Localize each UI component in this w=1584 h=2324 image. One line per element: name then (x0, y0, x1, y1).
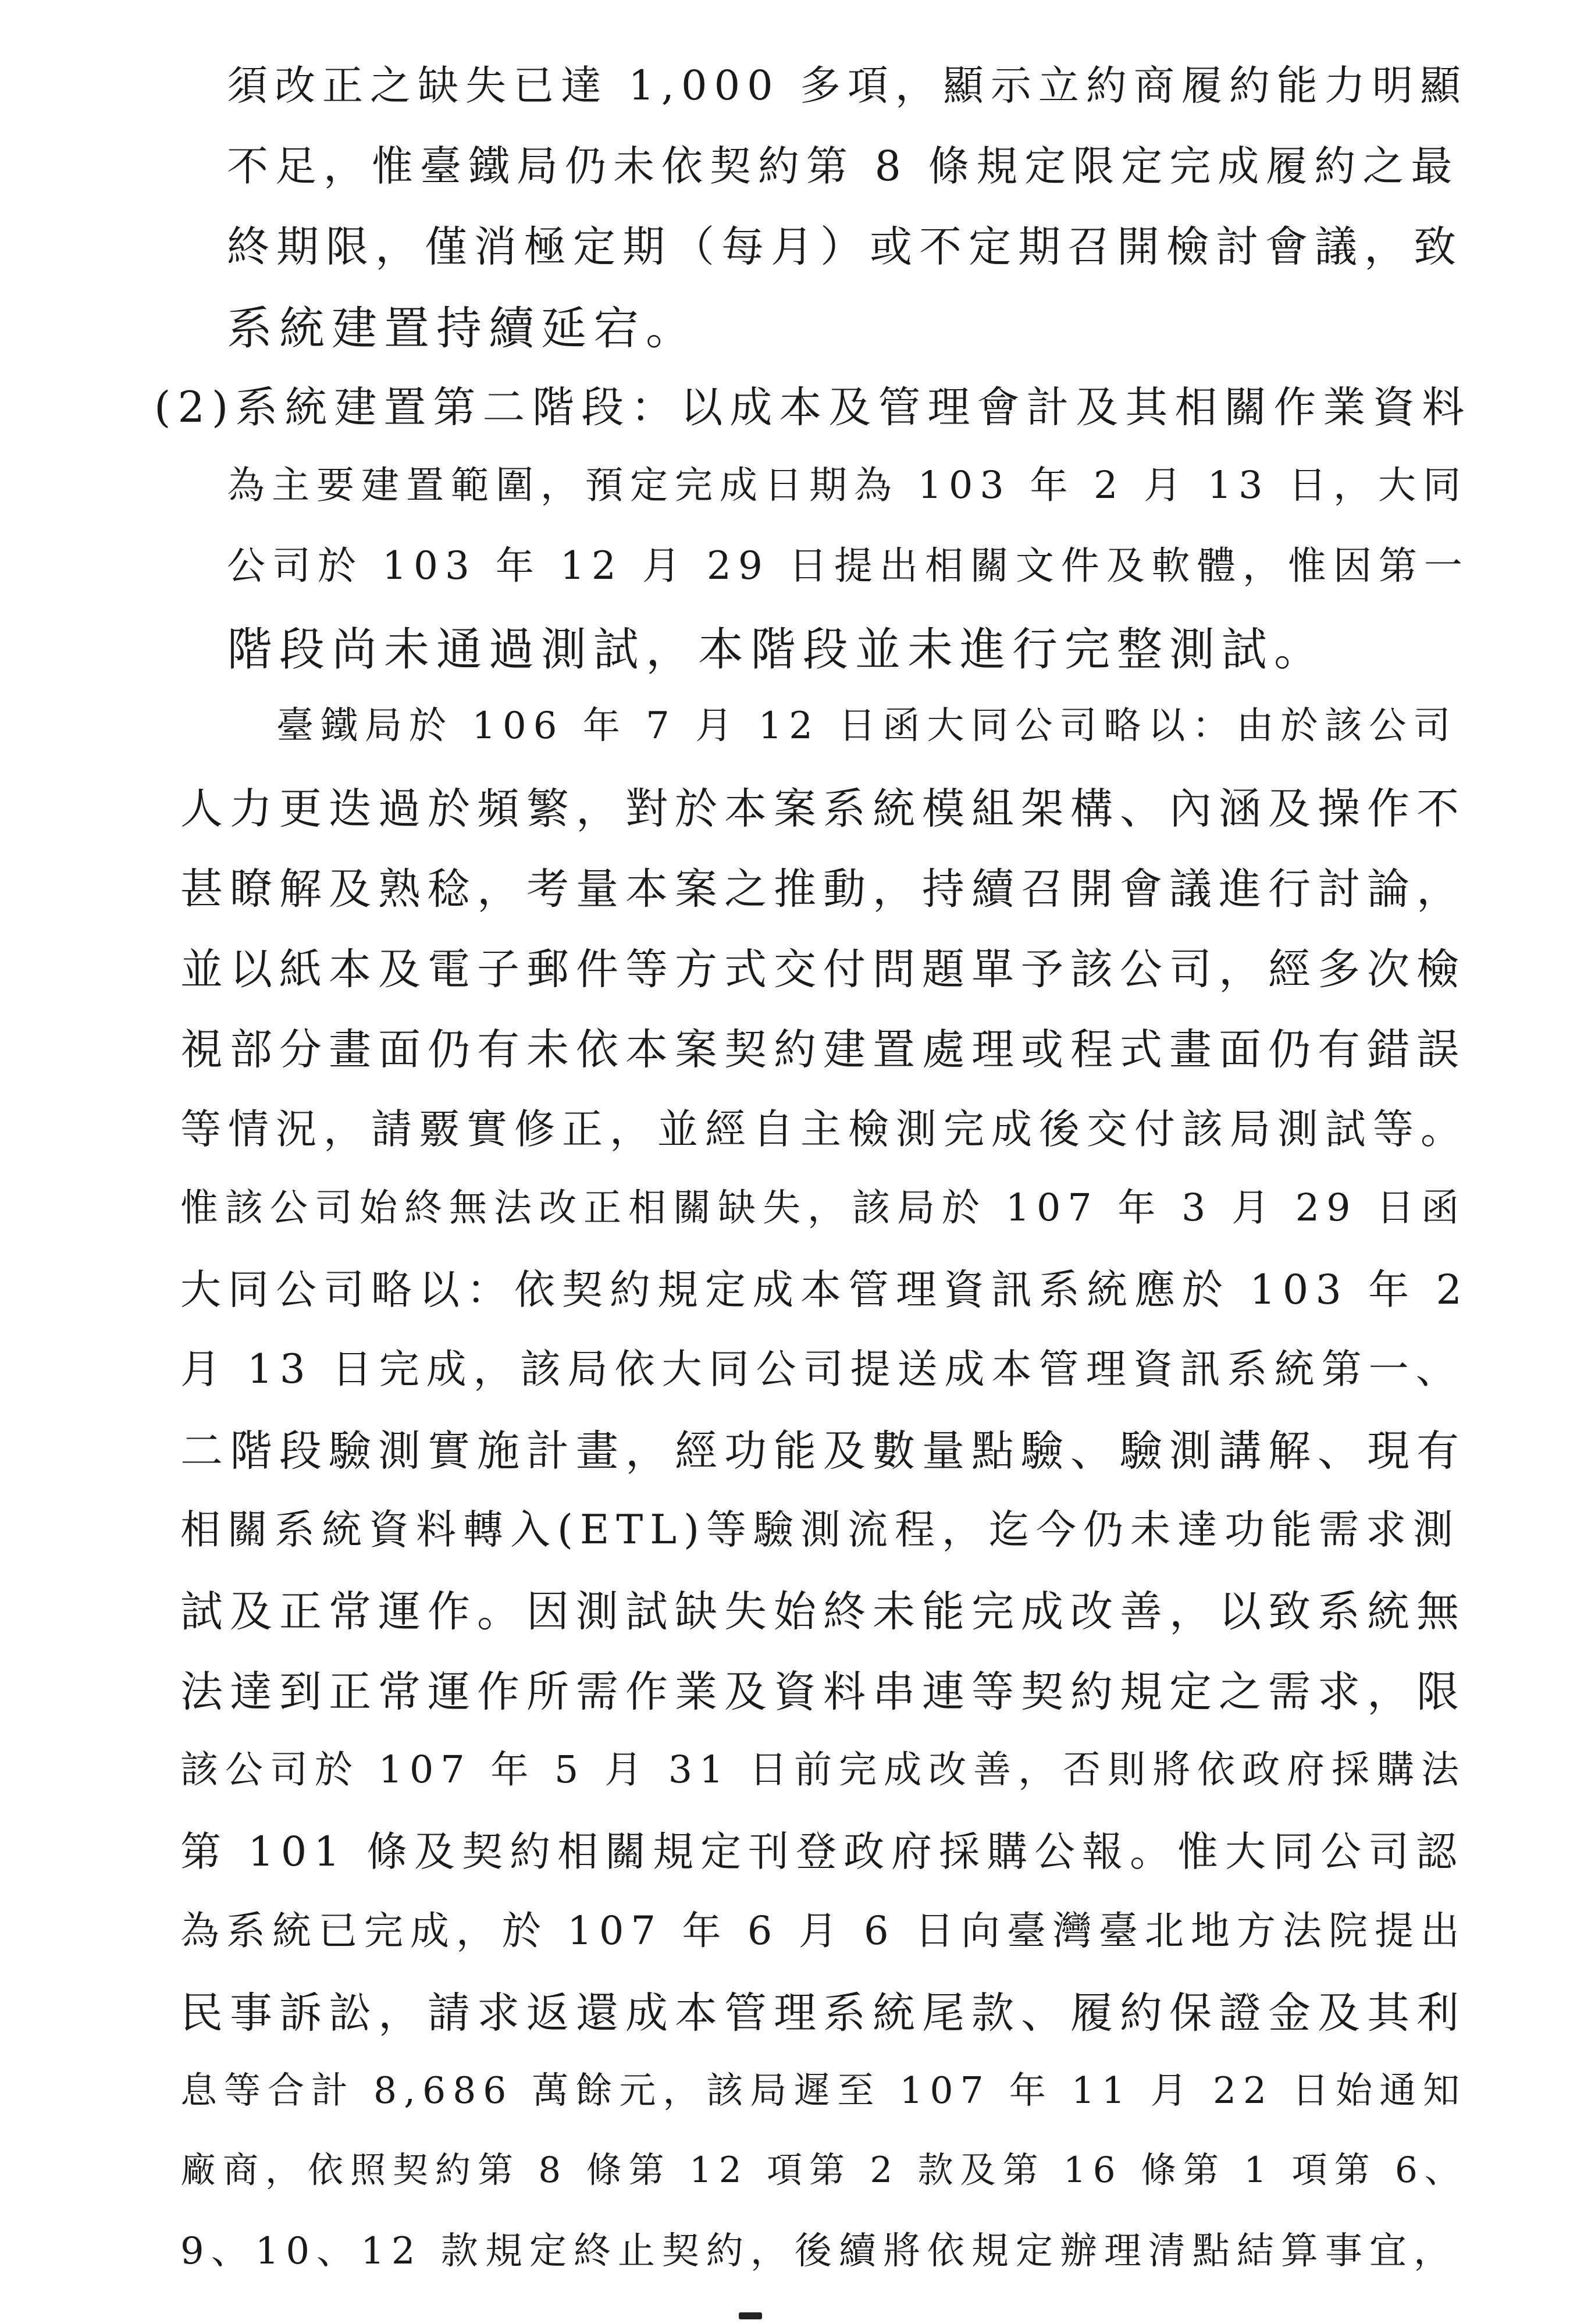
text-line-19: 相關系統資料轉入(ETL)等驗測流程，迄今仍未達功能需求測 (180, 1507, 1461, 1553)
text-line-28: 9、10、12 款規定終止契約，後續將依規定辦理清點結算事宜， (180, 2230, 1458, 2273)
text-line-10: 人力更迭過於頻繁，對於本案系統模組架構、內涵及操作不 (180, 784, 1466, 834)
text-line-3: 終期限，僅消極定期（每月）或不定期召開檢討會議，致 (227, 222, 1463, 272)
text-line-14: 等情況，請覈實修正，並經自主檢測完成後交付該局測試等。 (180, 1105, 1468, 1153)
text-line-25: 民事訴訟，請求返還成本管理系統尾款、履約保證金及其利 (180, 1988, 1466, 2038)
text-line-20: 試及正常運作。因測試缺失始終未能完成改善，以致系統無 (180, 1587, 1466, 1636)
text-line-2: 不足，惟臺鐵局仍未依契約第 8 條規定限定完成履約之最 (227, 142, 1460, 190)
text-line-11: 甚瞭解及熟稔，考量本案之推動，持續召開會議進行討論， (180, 864, 1466, 914)
text-line-17: 月 13 日完成，該局依大同公司提送成本管理資訊系統第一、 (180, 1346, 1463, 1393)
text-line-23: 第 101 條及契約相關規定刊登政府採購公報。惟大同公司認 (180, 1828, 1464, 1875)
text-line-24: 為系統已完成，於 107 年 6 月 6 日向臺灣臺北地方法院提出 (180, 1908, 1466, 1953)
text-line-26: 息等合計 8,686 萬餘元，該局遲至 107 年 11 月 22 日始通知 (180, 2069, 1467, 2112)
item-2-heading: (2)系統建置第二階段：以成本及管理會計及其相關作業資料 (154, 383, 1472, 432)
text-line-22: 該公司於 107 年 5 月 31 日前完成改善，否則將依政府採購法 (180, 1748, 1466, 1792)
text-line-15: 惟該公司始終無法改正相關缺失，該局於 107 年 3 月 29 日函 (180, 1186, 1466, 1230)
text-line-6: 為主要建置範圍，預定完成日期為 103 年 2 月 13 日，大同 (227, 464, 1468, 507)
paragraph-first-line: 臺鐵局於 106 年 7 月 12 日函大同公司略以：由於該公司 (276, 704, 1458, 748)
text-line-16: 大同公司略以：依契約規定成本管理資訊系統應於 103 年 2 (180, 1266, 1469, 1314)
text-line-12: 並以紙本及電子郵件等方式交付問題單予該公司，經多次檢 (180, 945, 1466, 994)
text-line-21: 法達到正常運作所需作業及資料串連等契約規定之需求，限 (180, 1667, 1466, 1717)
text-line-4: 系統建置持續延宕。 (227, 302, 699, 355)
text-line-8: 階段尚未通過測試，本階段並未進行完整測試。 (227, 624, 1327, 676)
text-line-1: 須改正之缺失已達 1,000 多項，顯示立約商履約能力明顯 (227, 62, 1468, 109)
text-line-7: 公司於 103 年 12 月 29 日提出相關文件及軟體，惟因第一 (227, 543, 1469, 588)
page-mark (739, 2312, 762, 2319)
text-line-13: 視部分畫面仍有未依本案契約建置處理或程式畫面仍有錯誤 (180, 1025, 1466, 1074)
text-line-27: 廠商，依照契約第 8 條第 12 項第 2 款及第 16 條第 1 項第 6、 (180, 2149, 1467, 2191)
text-line-18: 二階段驗測實施計畫，經功能及數量點驗、驗測講解、現有 (180, 1426, 1466, 1476)
